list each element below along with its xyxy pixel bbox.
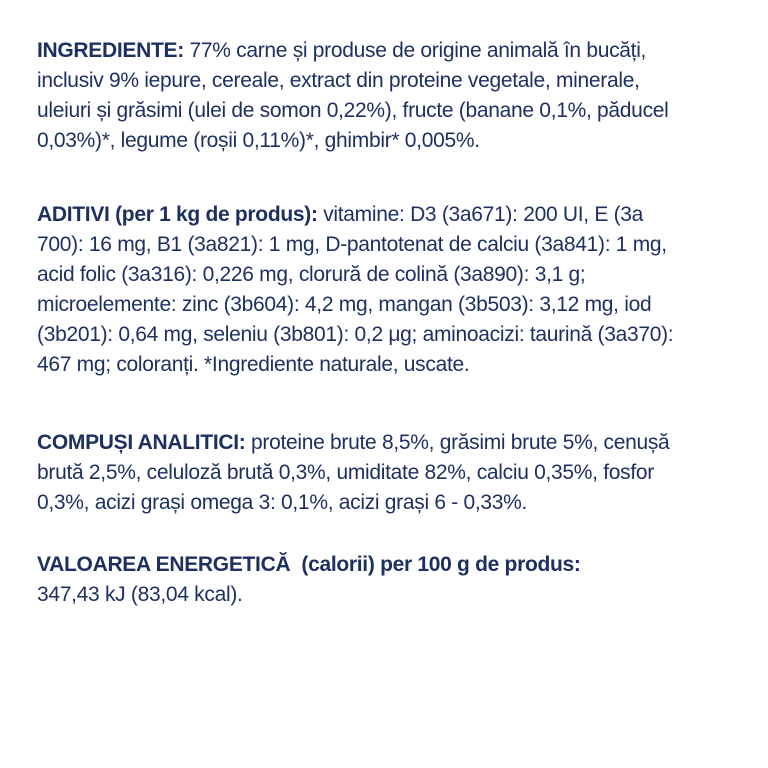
section-body-start: 77% carne și produse de origine animală în bucăți,: [189, 39, 647, 62]
section-aditivi: [37, 200, 738, 380]
text-line: 0,3%, acizi grași omega 3: 0,1%, acizi grași 6 - 0,33%.: [37, 491, 528, 514]
text-line: inclusiv 9% iepure, cereale, extract din proteine vegetale, minerale,: [37, 69, 640, 92]
text-line: (3b201): 0,64 mg, seleniu (3b801): 0,2 μg; aminoacizi: taurină (3a370):: [37, 323, 674, 346]
section-compusi-analitici: [37, 428, 738, 518]
text-line: uleiuri și grăsimi (ulei de somon 0,22%), fructe (banane 0,1%, păducel: [37, 99, 669, 122]
text-line: [37, 200, 738, 230]
section-body-start: vitamine: D3 (3a671): 200 UI, E (3a: [323, 203, 644, 226]
text-line: 347,43 kJ (83,04 kcal).: [37, 583, 243, 606]
text-line: [37, 428, 738, 458]
text-line: acid folic (3a316): 0,226 mg, clorură de colină (3a890): 3,1 g;: [37, 263, 586, 286]
section-body-start: proteine brute 8,5%, grăsimi brute 5%, cenușă: [251, 431, 670, 454]
section-heading-ingrediente: INGREDIENTE:: [37, 39, 184, 62]
section-heading-aditivi: ADITIVI (per 1 kg de produs):: [37, 203, 318, 226]
text-line: [37, 550, 738, 580]
text-line: 467 mg; coloranți. *Ingrediente naturale, uscate.: [37, 353, 470, 376]
text-line: 700): 16 mg, B1 (3a821): 1 mg, D-pantotenat de calciu (3a841): 1 mg,: [37, 233, 667, 256]
section-ingrediente: [37, 36, 738, 156]
section-heading-valoare-energetica: VALOAREA ENERGETICĂ (calorii) per 100 g de produs:: [37, 553, 581, 576]
text-line: [37, 36, 738, 66]
text-line: 0,03%)*, legume (roșii 0,11%)*, ghimbir* 0,005%.: [37, 129, 480, 152]
text-line: brută 2,5%, celuloză brută 0,3%, umiditate 82%, calciu 0,35%, fosfor: [37, 461, 654, 484]
section-valoare-energetica: [37, 550, 738, 610]
section-heading-compusi: COMPUȘI ANALITICI:: [37, 431, 246, 454]
text-line: microelemente: zinc (3b604): 4,2 mg, mangan (3b503): 3,12 mg, iod: [37, 293, 652, 316]
